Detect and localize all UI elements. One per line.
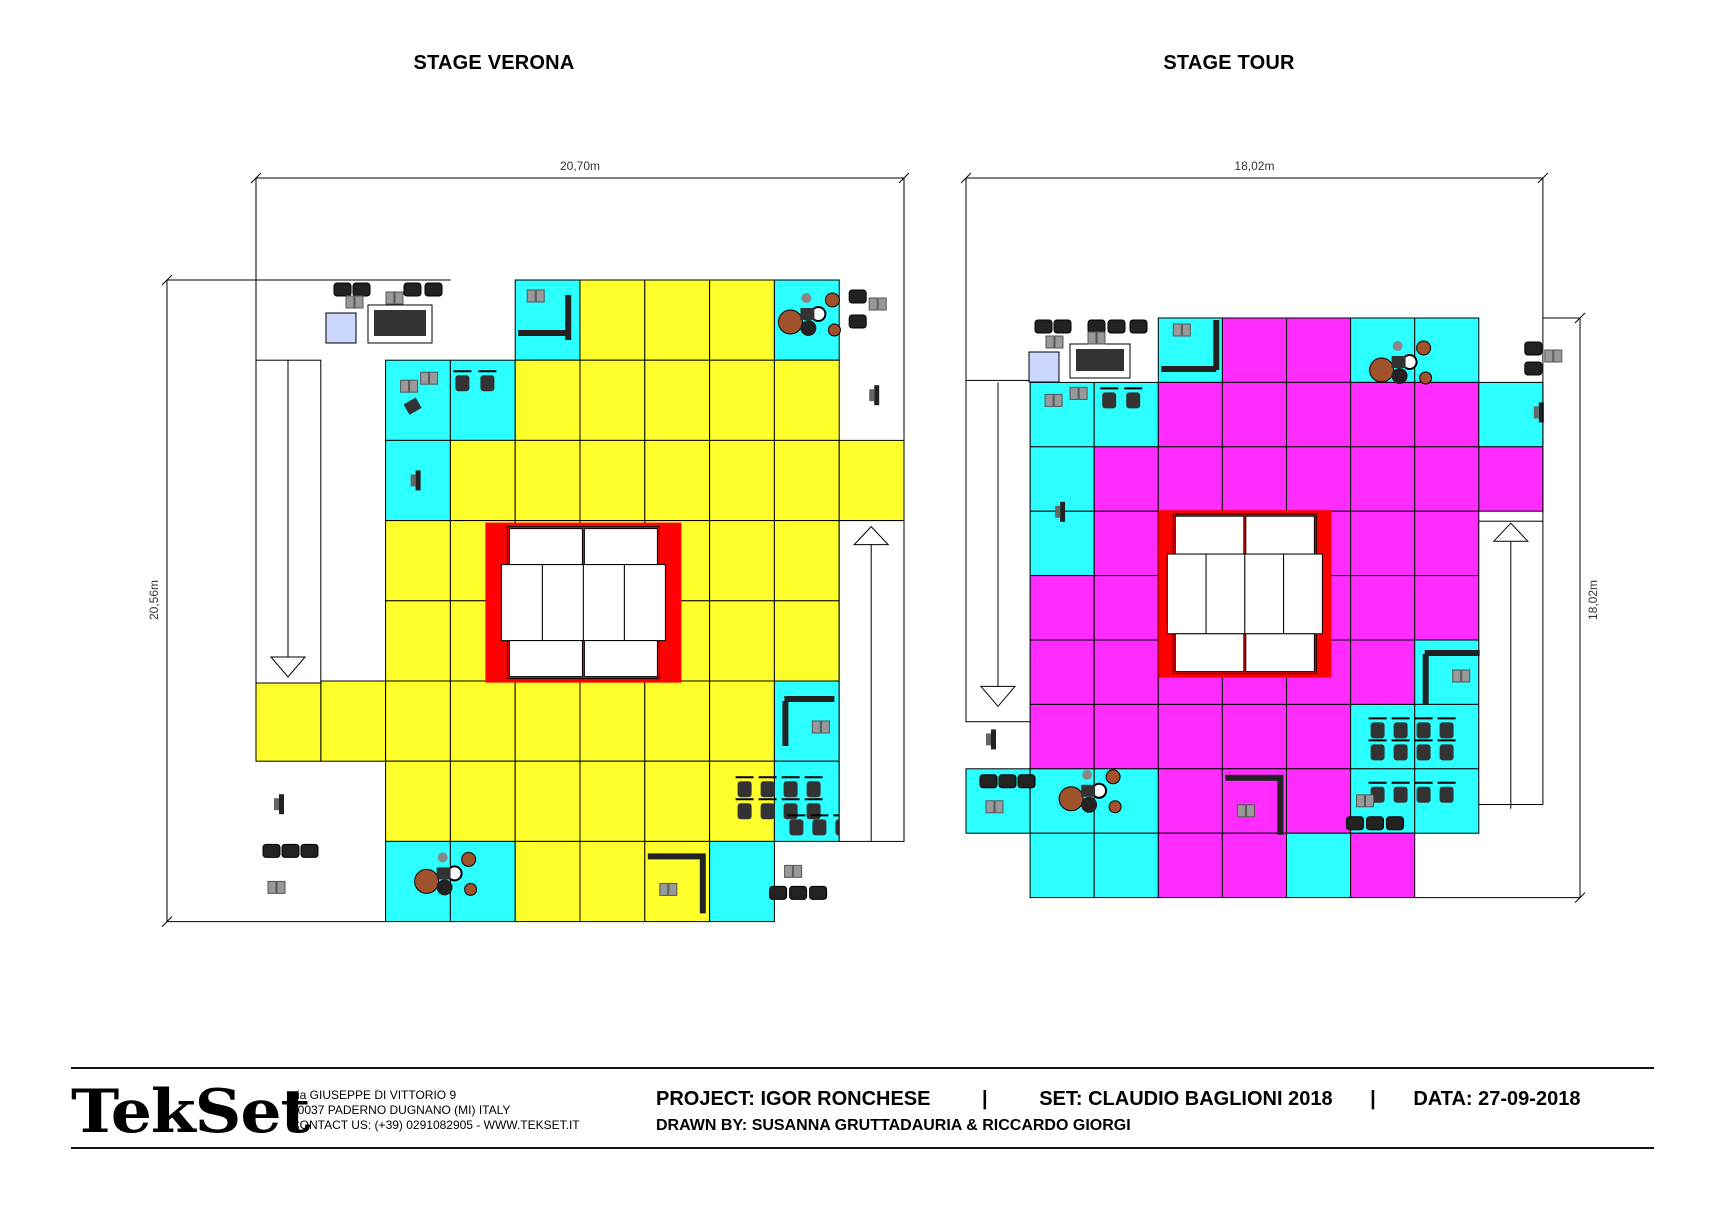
- keyboard-shape: [1425, 650, 1480, 656]
- seat-shape: [761, 781, 775, 797]
- equipment-zone-tile: [450, 360, 515, 440]
- equipment-zone-tile: [1287, 833, 1351, 897]
- floor-tile: [580, 440, 645, 520]
- drum-shape: [801, 293, 811, 303]
- chair-shape: [869, 298, 877, 310]
- keyboard-shape: [782, 701, 788, 746]
- amp-icon: [849, 290, 866, 303]
- amp-icon: [1088, 320, 1105, 333]
- floor-tile: [1030, 704, 1094, 768]
- chair-shape: [1453, 670, 1461, 682]
- platform-deck: [1246, 634, 1315, 672]
- keyboard-shape: [784, 696, 834, 702]
- floor-tile: [515, 681, 580, 761]
- keyboard-shape: [1213, 320, 1219, 370]
- floor-tile: [386, 601, 451, 681]
- chair-icon: [1357, 795, 1374, 807]
- seat-shape: [1394, 787, 1408, 803]
- platform-deck: [1167, 554, 1206, 634]
- chair-icon: [812, 721, 829, 733]
- project-info: [656, 1088, 1580, 1111]
- riser-block: [1029, 352, 1059, 382]
- chair-shape: [1357, 795, 1365, 807]
- drum-shape: [462, 852, 476, 866]
- chair-icon: [1173, 324, 1190, 336]
- amp-icon: [999, 775, 1016, 788]
- monitor-wedge-icon: [986, 729, 996, 749]
- drum-shape: [1370, 358, 1394, 382]
- amp-icon: [334, 283, 351, 296]
- chair-shape: [1070, 387, 1078, 399]
- date: DATA: 27-09-2018: [1413, 1088, 1581, 1110]
- platform-deck: [584, 641, 657, 677]
- floor-tile: [1415, 447, 1479, 511]
- contact-line: CONTACT US: (+39) 0291082905 - WWW.TEKSET.IT: [291, 1118, 580, 1132]
- seat-shape: [1371, 722, 1385, 738]
- floor-tile: [1351, 640, 1415, 704]
- chair-shape: [527, 290, 535, 302]
- keyboard-icon: [648, 853, 703, 859]
- drum-shape: [1393, 341, 1403, 351]
- seat-shape: [789, 819, 803, 835]
- chair-shape: [395, 292, 403, 304]
- floor-tile: [450, 440, 515, 520]
- floor-tile: [1030, 640, 1094, 704]
- seat-shape: [807, 781, 821, 797]
- drum-shape: [825, 293, 839, 307]
- amp-icon: [1018, 775, 1035, 788]
- floor-tile: [1287, 447, 1351, 511]
- amp-icon: [1054, 320, 1071, 333]
- floor-tile: [710, 440, 775, 520]
- monitor-shape: [274, 798, 279, 810]
- footer-bottom-rule: [71, 1147, 1654, 1149]
- floor-tile: [1222, 704, 1286, 768]
- center-platform: [1158, 510, 1331, 677]
- floor-tile: [774, 601, 839, 681]
- chair-shape: [1173, 324, 1181, 336]
- floor-tile: [1351, 576, 1415, 640]
- chair-shape: [794, 865, 802, 877]
- separator: |: [1370, 1088, 1376, 1110]
- amp-icon: [282, 844, 299, 857]
- seat-shape: [1394, 722, 1408, 738]
- floor-tile: [1351, 382, 1415, 446]
- floor-tile: [1158, 833, 1222, 897]
- seat-shape: [1102, 392, 1116, 408]
- chair-icon: [1045, 394, 1062, 406]
- floor-tile: [580, 681, 645, 761]
- floor-tile: [839, 440, 904, 520]
- platform-deck: [1284, 554, 1323, 634]
- chair-icon: [869, 298, 886, 310]
- platform-deck: [509, 529, 582, 565]
- floor-tile: [580, 761, 645, 841]
- seat-shape: [1417, 787, 1431, 803]
- console-screen: [1076, 349, 1124, 371]
- amp-icon: [1525, 342, 1542, 355]
- keyboard-icon: [1161, 366, 1216, 372]
- drum-shape: [1392, 356, 1406, 368]
- floor-tile: [645, 360, 710, 440]
- amp-icon: [790, 886, 807, 899]
- chair-shape: [346, 296, 354, 308]
- stage-tour-plan: [961, 159, 1600, 903]
- chair-shape: [421, 372, 429, 384]
- chair-shape: [536, 290, 544, 302]
- floor-tile: [710, 601, 775, 681]
- platform-deck: [1206, 554, 1245, 634]
- floor-tile: [774, 440, 839, 520]
- floor-tile: [1351, 511, 1415, 575]
- address-line: 20037 PADERNO DUGNANO (MI) ITALY: [291, 1103, 511, 1117]
- platform-deck: [1175, 634, 1244, 672]
- floor-tile: [450, 761, 515, 841]
- floor-tile: [1351, 833, 1415, 897]
- chair-shape: [669, 883, 677, 895]
- amp-icon: [263, 844, 280, 857]
- drum-shape: [1081, 797, 1097, 813]
- floor-tile: [1351, 447, 1415, 511]
- console-screen: [374, 310, 426, 336]
- dimension-label-width: 18,02m: [1234, 159, 1275, 173]
- equipment-zone-tile: [1094, 382, 1158, 446]
- keyboard-shape: [1161, 366, 1216, 372]
- floor-tile: [386, 681, 451, 761]
- dimension-label-height: 18,02m: [1586, 579, 1600, 621]
- equipment-zone-tile: [1479, 382, 1543, 446]
- keyboard-shape: [1225, 775, 1280, 781]
- seat-shape: [1440, 744, 1454, 760]
- chair-shape: [1055, 336, 1063, 348]
- floor-tile: [710, 681, 775, 761]
- plan-title-verona: STAGE VERONA: [413, 52, 575, 74]
- floor-tile: [1415, 382, 1479, 446]
- amp-icon: [404, 283, 421, 296]
- platform-deck: [1246, 516, 1315, 554]
- keyboard-icon: [784, 696, 834, 702]
- amp-icon: [849, 315, 866, 328]
- seat-shape: [455, 375, 469, 391]
- floor-tile: [1094, 511, 1158, 575]
- drum-shape: [437, 879, 453, 895]
- chair-shape: [821, 721, 829, 733]
- company-address: [291, 1088, 580, 1133]
- monitor-wedge-icon: [274, 794, 284, 814]
- floor-tile: [710, 280, 775, 360]
- amp-icon: [1347, 817, 1364, 830]
- drum-shape: [1417, 341, 1431, 355]
- chair-shape: [1097, 332, 1105, 344]
- monitor-shape: [869, 389, 874, 401]
- platform-deck: [542, 565, 583, 641]
- drum-shape: [415, 869, 439, 893]
- monitor-shape: [1060, 502, 1065, 522]
- chair-icon: [1237, 805, 1254, 817]
- monitor-shape: [279, 794, 284, 814]
- seat-shape: [784, 781, 798, 797]
- floor-tile: [1287, 704, 1351, 768]
- project-name: PROJECT: IGOR RONCHESE: [656, 1088, 931, 1110]
- drum-shape: [1081, 785, 1095, 797]
- equipment-zone-tile: [710, 841, 775, 921]
- chair-icon: [386, 292, 403, 304]
- keyboard-shape: [1277, 775, 1283, 835]
- floor-tile: [1222, 833, 1286, 897]
- floor-tile: [774, 521, 839, 601]
- seat-shape: [784, 803, 798, 819]
- keyboard-icon: [1213, 320, 1219, 370]
- floor-tile: [1094, 640, 1158, 704]
- drum-shape: [778, 310, 802, 334]
- keyboard-icon: [565, 295, 571, 340]
- equipment-zone-tile: [1094, 833, 1158, 897]
- amp-icon: [810, 886, 827, 899]
- chair-shape: [430, 372, 438, 384]
- floor-tile: [1222, 382, 1286, 446]
- seat-shape: [1440, 722, 1454, 738]
- equipment-zone-tile: [1030, 833, 1094, 897]
- keyboard-icon: [1425, 650, 1480, 656]
- seat-shape: [807, 803, 821, 819]
- chair-icon: [268, 881, 285, 893]
- platform-deck: [509, 641, 582, 677]
- floor-tile: [645, 440, 710, 520]
- floor-tile: [1415, 576, 1479, 640]
- seat-shape: [480, 375, 494, 391]
- equipment-zone-tile: [1094, 769, 1158, 833]
- chair-shape: [995, 801, 1003, 813]
- keyboard-icon: [1225, 775, 1280, 781]
- drum-shape: [1059, 787, 1083, 811]
- chair-shape: [1366, 795, 1374, 807]
- floor-tile: [1222, 447, 1286, 511]
- seat-shape: [738, 803, 752, 819]
- equipment-zone-tile: [450, 841, 515, 921]
- floor-tile: [1094, 576, 1158, 640]
- amp-icon: [1108, 320, 1125, 333]
- floor-tile: [645, 761, 710, 841]
- chair-icon: [421, 372, 438, 384]
- drum-shape: [1082, 770, 1092, 780]
- amp-icon: [301, 844, 318, 857]
- monitor-shape: [874, 385, 879, 405]
- seat-shape: [1394, 744, 1408, 760]
- platform-deck: [583, 565, 624, 641]
- seat-shape: [761, 803, 775, 819]
- seat-shape: [1417, 722, 1431, 738]
- chair-shape: [410, 380, 418, 392]
- address-line: via GIUSEPPE DI VITTORIO 9: [291, 1088, 457, 1102]
- chair-shape: [386, 292, 394, 304]
- monitor-wedge-icon: [869, 385, 879, 405]
- floor-tile: [1287, 318, 1351, 382]
- seat-shape: [812, 819, 826, 835]
- floor-tile: [515, 360, 580, 440]
- floor-tile: [386, 521, 451, 601]
- drum-shape: [465, 883, 477, 895]
- equipment-zone-tile: [1030, 447, 1094, 511]
- platform-deck: [1175, 516, 1244, 554]
- chair-shape: [401, 380, 409, 392]
- tekset-logo: TekSet: [71, 1077, 310, 1147]
- floor-tile: [386, 761, 451, 841]
- floor-tile: [1158, 447, 1222, 511]
- floor-tile: [1287, 769, 1351, 833]
- floor-tile: [774, 360, 839, 440]
- chair-shape: [1554, 350, 1562, 362]
- chair-shape: [1045, 394, 1053, 406]
- monitor-shape: [1055, 506, 1060, 518]
- amp-icon: [1035, 320, 1052, 333]
- chair-icon: [1046, 336, 1063, 348]
- amp-icon: [1525, 362, 1542, 375]
- drum-shape: [1106, 770, 1120, 784]
- chair-shape: [785, 865, 793, 877]
- chair-shape: [1088, 332, 1096, 344]
- floor-tile: [710, 360, 775, 440]
- drum-shape: [1392, 368, 1408, 384]
- keyboard-shape: [1423, 654, 1429, 704]
- equipment-zone-tile: [386, 360, 451, 440]
- chair-shape: [1182, 324, 1190, 336]
- chair-shape: [1046, 336, 1054, 348]
- keyboard-icon: [782, 701, 788, 746]
- chair-icon: [1545, 350, 1562, 362]
- equipment-zone-tile: [774, 761, 839, 841]
- chair-shape: [268, 881, 276, 893]
- floor-tile: [1158, 769, 1222, 833]
- floor-tile: [645, 280, 710, 360]
- seat-shape: [738, 781, 752, 797]
- floor-tile: [1415, 511, 1479, 575]
- seat-shape: [1371, 744, 1385, 760]
- seat-shape: [1417, 744, 1431, 760]
- platform-deck: [624, 565, 665, 641]
- monitor-shape: [1534, 406, 1539, 418]
- chair-shape: [660, 883, 668, 895]
- center-platform: [485, 523, 681, 683]
- floor-tile: [580, 841, 645, 921]
- chair-shape: [986, 801, 994, 813]
- monitor-shape: [986, 733, 991, 745]
- chair-icon: [1088, 332, 1105, 344]
- chair-icon: [401, 380, 418, 392]
- keyboard-icon: [700, 853, 706, 913]
- chair-shape: [878, 298, 886, 310]
- monitor-shape: [411, 474, 416, 486]
- amp-icon: [1130, 320, 1147, 333]
- chair-shape: [1079, 387, 1087, 399]
- set-name: SET: CLAUDIO BAGLIONI 2018: [1039, 1088, 1333, 1110]
- keyboard-icon: [1423, 654, 1429, 704]
- chair-icon: [527, 290, 544, 302]
- floor-tile: [645, 681, 710, 761]
- floor-tile: [515, 841, 580, 921]
- footer-top-rule: [71, 1067, 1654, 1069]
- chair-icon: [660, 883, 677, 895]
- floor-tile: [1479, 447, 1543, 511]
- floor-tile: [1158, 704, 1222, 768]
- drum-shape: [828, 324, 840, 336]
- floor-tile: [580, 360, 645, 440]
- chair-shape: [1545, 350, 1553, 362]
- drawn-by: DRAWN BY: SUSANNA GRUTTADAURIA & RICCARDO GIORGI: [656, 1117, 1131, 1134]
- monitor-shape: [416, 470, 421, 490]
- stage-verona-plan: [147, 159, 909, 927]
- amp-icon: [980, 775, 997, 788]
- floor-tile: [1287, 382, 1351, 446]
- floor-tile: [321, 681, 386, 761]
- platform-deck: [584, 529, 657, 565]
- keyboard-shape: [700, 853, 706, 913]
- riser-block: [326, 313, 356, 343]
- chair-icon: [785, 865, 802, 877]
- floor-tile: [1030, 576, 1094, 640]
- seat-shape: [1126, 392, 1140, 408]
- platform-deck: [501, 565, 542, 641]
- amp-icon: [1367, 817, 1384, 830]
- amp-icon: [770, 886, 787, 899]
- floor-tile: [515, 440, 580, 520]
- chair-shape: [1462, 670, 1470, 682]
- chair-shape: [1054, 394, 1062, 406]
- amp-icon: [353, 283, 370, 296]
- drum-shape: [437, 867, 451, 879]
- seat-shape: [1440, 787, 1454, 803]
- drum-shape: [438, 852, 448, 862]
- chair-icon: [1070, 387, 1087, 399]
- keyboard-icon: [1277, 775, 1283, 835]
- floor-tile: [710, 521, 775, 601]
- dimension-label-width: 20,70m: [559, 159, 601, 173]
- drum-shape: [800, 320, 816, 336]
- drum-shape: [1109, 801, 1121, 813]
- keyboard-shape: [648, 853, 703, 859]
- drum-shape: [1420, 372, 1432, 384]
- chair-shape: [277, 881, 285, 893]
- separator: |: [982, 1088, 988, 1110]
- floor-tile: [256, 681, 321, 761]
- plan-title-tour: STAGE TOUR: [1163, 52, 1295, 74]
- floor-tile: [1158, 382, 1222, 446]
- keyboard-shape: [518, 330, 568, 336]
- chair-icon: [1453, 670, 1470, 682]
- dimension-label-height: 20,56m: [147, 579, 161, 621]
- chair-shape: [1237, 805, 1245, 817]
- floor-tile: [450, 681, 515, 761]
- chair-icon: [986, 801, 1003, 813]
- amp-icon: [1387, 817, 1404, 830]
- floor-tile: [1094, 447, 1158, 511]
- floor-tile: [515, 761, 580, 841]
- floor-tile: [1222, 318, 1286, 382]
- chair-shape: [1246, 805, 1254, 817]
- keyboard-shape: [565, 295, 571, 340]
- chair-shape: [355, 296, 363, 308]
- keyboard-icon: [518, 330, 568, 336]
- amp-icon: [425, 283, 442, 296]
- floor-tile: [580, 280, 645, 360]
- chair-icon: [346, 296, 363, 308]
- monitor-shape: [991, 729, 996, 749]
- drum-shape: [800, 308, 814, 320]
- floor-tile: [710, 761, 775, 841]
- floor-tile: [1094, 704, 1158, 768]
- chair-shape: [812, 721, 820, 733]
- platform-deck: [1245, 554, 1284, 634]
